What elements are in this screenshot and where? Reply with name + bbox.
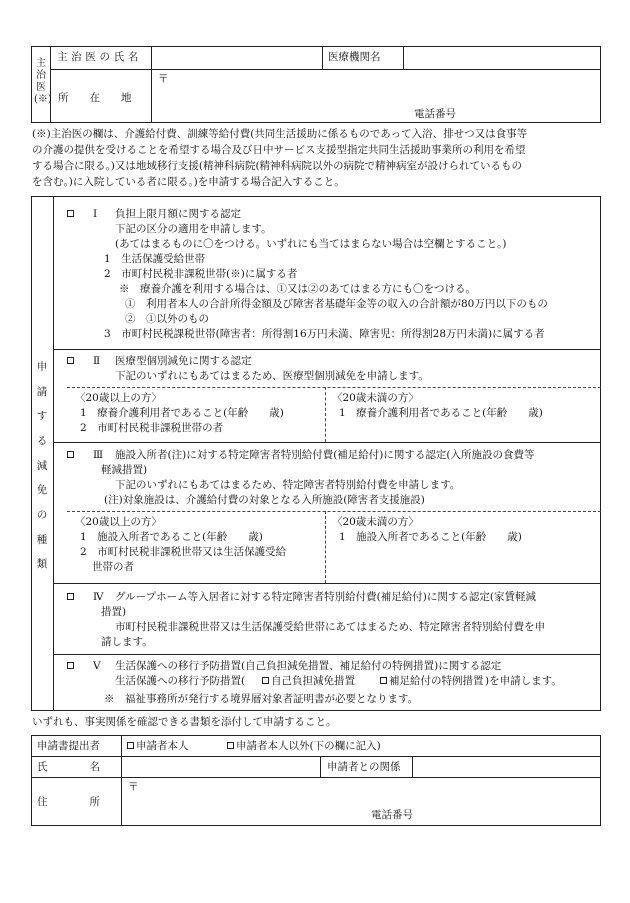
doctor-address-field[interactable]: [152, 70, 600, 122]
note-line: する場合に限る。)又は地域移行支援(精神科病院(精神科病院以外の病院で精神病室が設けられているもの: [32, 160, 523, 172]
submitter-name-field[interactable]: [122, 757, 319, 776]
section-2-left-head: 〈20歳以上の方〉: [75, 392, 162, 404]
section-4-line: 市町村民税非課税世帯又は生活保護受給世帯にあてはまるため、特定障害者特別給付費を申: [115, 621, 546, 633]
submitter-postal-mark: 〒: [128, 781, 139, 793]
submitter-phone-label: 電話番号: [371, 809, 413, 821]
section-4-title-cont: 措置): [101, 606, 127, 618]
submitter-name-label: 氏 名: [37, 761, 100, 773]
section-3-line: (注)対象施設は、介護給付費の対象となる入所施設(障害者支援施設): [104, 494, 425, 506]
institution-field[interactable]: [404, 47, 600, 68]
section-3-left-item: 2 市町村民税非課税世帯又は生活保護受給: [80, 546, 287, 558]
doctor-name-label: 主治医の氏名: [57, 51, 143, 63]
submitter-other-checkbox[interactable]: [227, 742, 234, 749]
section-5-numeral: Ⅴ: [93, 660, 101, 672]
section-3-left-item: 1 施設入所者であること(年齢 歳): [80, 531, 263, 543]
section-2-left-item: 2 市町村民税非課税世帯の者: [80, 422, 224, 434]
institution-label: 医療機関名: [328, 51, 381, 63]
reduction-side-label: 申請する減免の種類: [36, 361, 48, 571]
section-3-left-item-cont: 世帯の者: [92, 561, 134, 573]
section-3-right-item: 1 施設入所者であること(年齢 歳): [339, 531, 522, 543]
section-5-checkbox[interactable]: [67, 662, 74, 669]
section-2-checkbox[interactable]: [67, 357, 74, 364]
section-4-line-cont: 請します。: [101, 636, 153, 648]
doctor-name-field[interactable]: [152, 47, 321, 68]
section-2-numeral: Ⅱ: [93, 355, 101, 367]
attach-note: いずれも、事実関係を確認できる書類を添付して申請すること。: [32, 716, 337, 728]
submitter-address-label: 住 所: [37, 796, 100, 808]
note-line: (※)主治医の欄は、介護給付費、訓練等給付費(共同生活援助に係るものであって入浴、排せつ又は食事等: [32, 128, 528, 140]
section-2-left-item: 1 療養介護利用者であること(年齢 歳): [80, 407, 284, 419]
section-1-title: 負担上限月額に関する認定: [115, 208, 241, 220]
section-1-sub: ② ①以外のもの: [125, 313, 209, 325]
relation-field[interactable]: [413, 757, 600, 776]
note-line: を含む。)に入院している者に限る。)を申請する場合記入すること。: [32, 176, 345, 188]
section-5-note: ※ 福祉事務所が発行する境界層対象者証明書が必要となります。: [104, 693, 419, 705]
section-1-note: ※ 療養介護を利用する場合は、①又は②のあてはまる方にも〇をつける。: [119, 283, 476, 295]
self-burden-option: 自己負担減免措置: [271, 675, 355, 687]
section-2: [54, 350, 600, 442]
section-1-item: 1 生活保護受給世帯: [104, 253, 206, 265]
section-1-sub: ① 利用者本人の合計所得金額及び障害者基礎年金等の収入の合計額が80万円以下のもの: [125, 298, 548, 310]
section-2-line: 下記のいずれにもあてはまるため、医療型個別減免を申請します。: [115, 370, 429, 382]
submitter-label: 申請書提出者: [37, 740, 100, 752]
self-burden-checkbox[interactable]: [262, 677, 269, 684]
submitter-other-option: 申請者本人以外(下の欄に記入): [236, 740, 381, 752]
section-4-checkbox[interactable]: [67, 593, 74, 600]
section-1-item: 2 市町村民税非課税世帯(※)に属する者: [104, 268, 298, 280]
postal-mark: 〒: [158, 73, 169, 85]
relation-label: 申請者との関係: [327, 761, 401, 773]
section-1-line: 下記の区分の適用を申請します。: [115, 223, 272, 235]
section-4: [54, 584, 600, 654]
section-3-left-head: 〈20歳以上の方〉: [75, 516, 162, 528]
submitter-self-option: 申請者本人: [136, 740, 189, 752]
doctor-side-label: 主治医(※): [34, 58, 52, 105]
section-3: [54, 443, 600, 583]
section-1-line: (あてはまるものに〇をつける。いずれにも当てはまらない場合は空欄とすること。): [115, 238, 507, 250]
supplement-special-option: 補足給付の特例措置: [389, 675, 484, 687]
section-3-title-cont: 軽減措置): [101, 464, 148, 476]
section-5: [54, 655, 600, 711]
supplement-special-checkbox[interactable]: [380, 677, 387, 684]
section-2-right-item: 1 療養介護利用者であること(年齢 歳): [339, 407, 543, 419]
section-1-item: 3 市町村民税課税世帯(障害者：所得割16万円未満、障害児：所得割28万円未満)に属する者: [104, 328, 545, 340]
section-1-numeral: Ⅰ: [93, 208, 98, 220]
submitter-self-checkbox[interactable]: [127, 742, 134, 749]
section-3-checkbox[interactable]: [67, 451, 74, 458]
doctor-address-label: 所 在 地: [58, 92, 132, 104]
section-1: [54, 197, 600, 349]
section-5-line-c: )を申請します。: [485, 675, 562, 687]
section-3-title: 施設入所者(注)に対する特定障害者特別給付費(補足給付)に関する認定(入所施設の食費等: [115, 449, 535, 461]
section-1-checkbox[interactable]: [67, 210, 74, 217]
section-5-title: 生活保護への移行予防措置(自己負担減免措置、補足給付の特例措置)に関する認定: [115, 660, 502, 672]
section-3-right-head: 〈20歳未満の方〉: [332, 516, 419, 528]
section-4-numeral: Ⅳ: [93, 591, 104, 603]
section-3-line: 下記のいずれにもあてはまるため、特定障害者特別給付費を申請します。: [115, 479, 461, 491]
section-4-title: グループホーム等入居者に対する特定障害者特別給付費(補足給付)に関する認定(家賃軽減: [115, 591, 536, 603]
section-5-line-a: 生活保護への移行予防措置(: [115, 675, 246, 687]
section-3-numeral: Ⅲ: [93, 449, 104, 461]
section-2-title: 医療型個別減免に関する認定: [115, 355, 252, 367]
submitter-address-field[interactable]: [122, 778, 600, 825]
doctor-phone-label: 電話番号: [414, 108, 456, 120]
note-line: の介護の提供を受けることを希望する場合及び日中サービス支援型指定共同生活援助事業所の利用を希望: [32, 144, 526, 156]
section-2-right-head: 〈20歳未満の方〉: [332, 392, 419, 404]
